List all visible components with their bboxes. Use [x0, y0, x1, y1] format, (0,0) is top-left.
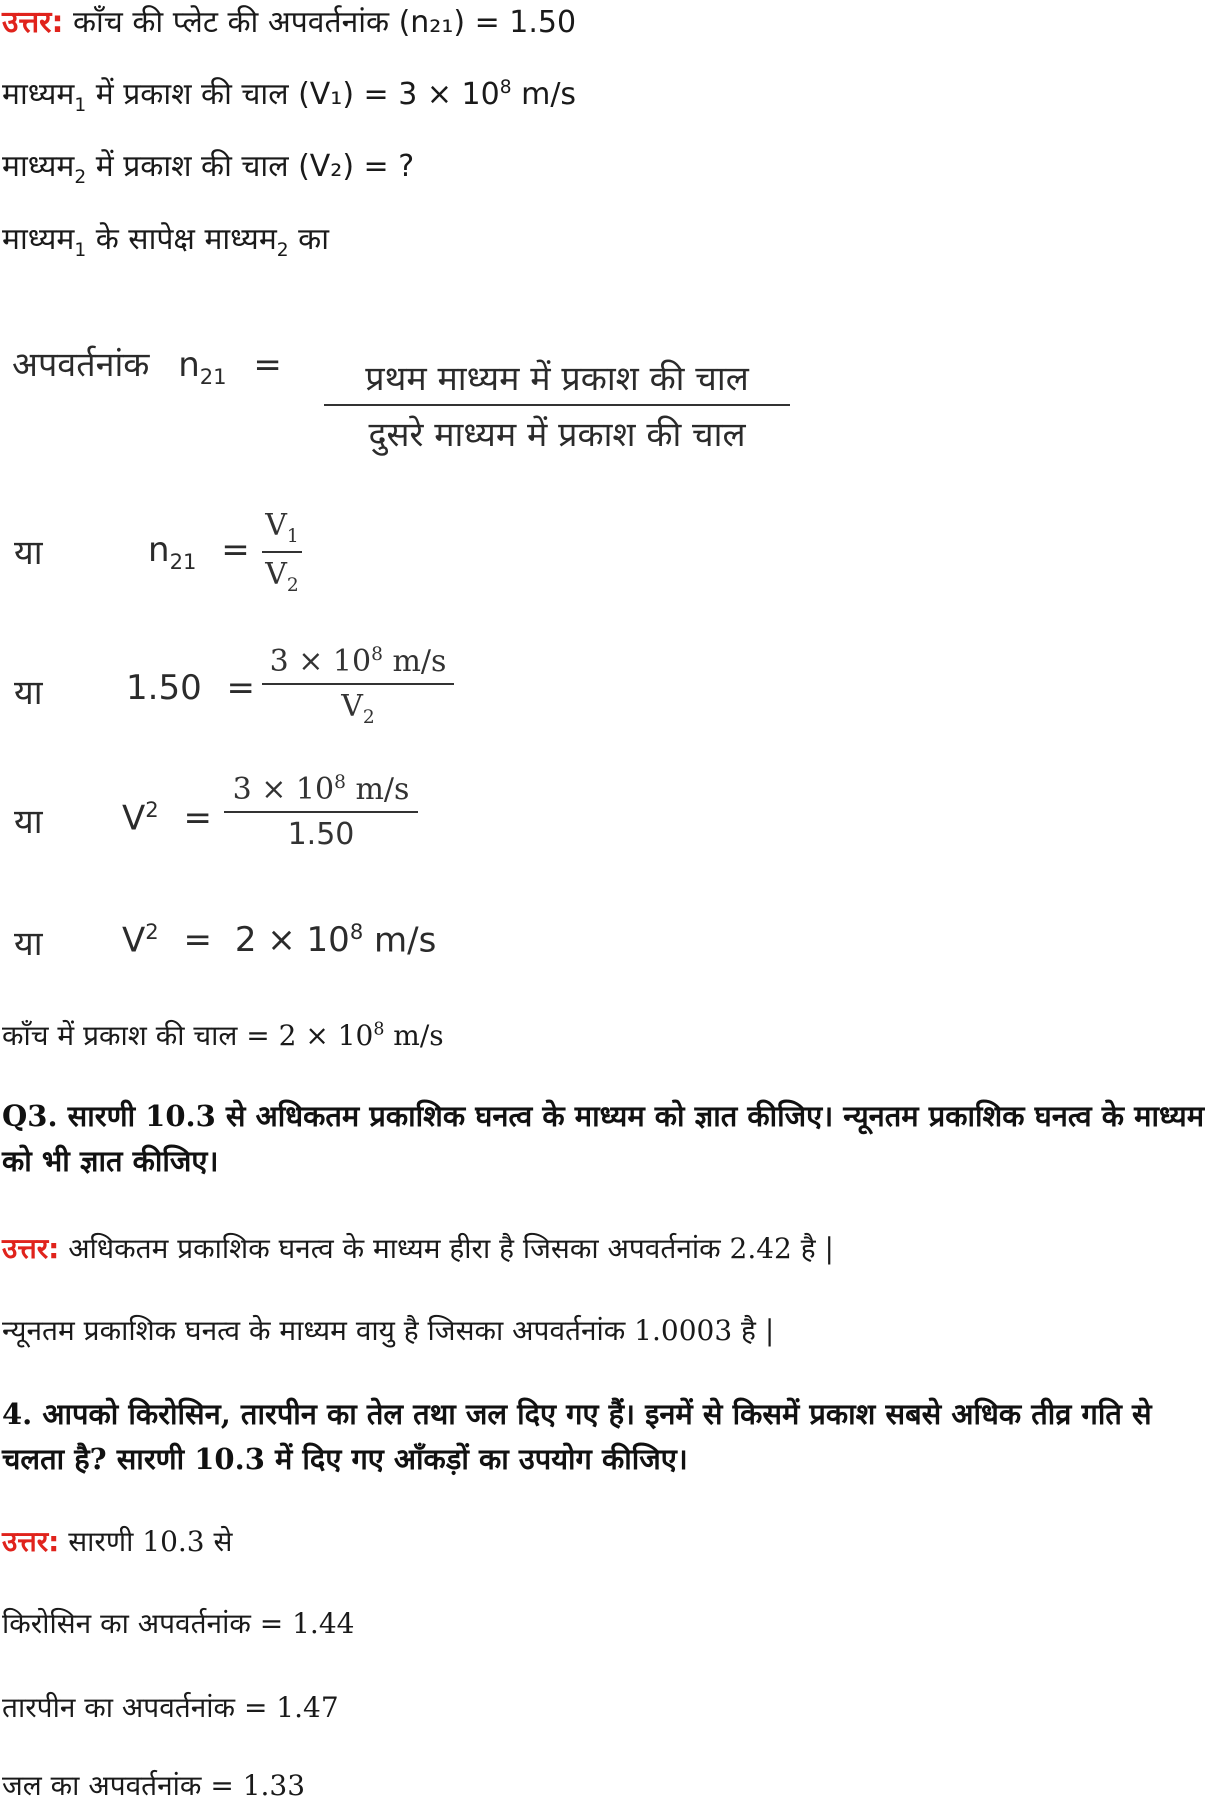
speed-medium-1-line: माध्यम$_1$ में प्रकाश की चाल $(V_1) = 3 \times 10^8$ m/s	[2, 77, 577, 116]
glass-speed-result: काँच में प्रकाश की चाल = $2 \times 10^8$ m/s	[2, 1019, 444, 1052]
equation-1-fraction	[324, 354, 790, 456]
equation-5-line: $V^2 = 2 \times 10^8$ m/s	[122, 919, 437, 961]
equation-3-lhs: 1.50 =	[126, 668, 256, 708]
q3-answer-2: न्यूनतम प्रकाशिक घनत्व के माध्यम वायु है जिसका अपवर्तनांक 1.0003 है |	[2, 1314, 775, 1347]
equation-3-ya: या	[14, 673, 43, 713]
q3-answer-1: उत्तर: अधिकतम प्रकाशिक घनत्व के माध्यम हीरा है जिसका अपवर्तनांक 2.42 है |	[2, 1232, 834, 1265]
equation-3-fraction: $3 \times 10^8$ m/s $V_2$	[262, 644, 454, 728]
equation-2-lhs: $n_{21}$ =	[148, 530, 250, 574]
equation-5-ya: या	[14, 924, 43, 964]
question-4: 4. आपको किरोसिन, तारपीन का तेल तथा जल दिए गए हैं। इनमें से किसमें प्रकाश सबसे अधिक तीव्र गति से चलता है? सारणी 10.3 में दिए गए आँकड़ों का उपयोग कीजिए।	[2, 1397, 1152, 1476]
turpentine-index: तारपीन का अपवर्तनांक = 1.47	[2, 1691, 339, 1724]
equation-4-fraction: $3 \times 10^8$ m/s 1.50	[224, 772, 418, 852]
kerosene-index: किरोसिन का अपवर्तनांक = 1.44	[2, 1607, 355, 1640]
fraction-bar	[324, 404, 790, 406]
equation-4-lhs: $V^2$ =	[122, 797, 212, 839]
equation-4-ya: या	[14, 802, 43, 842]
q4-answer-1: उत्तर: सारणी 10.3 से	[2, 1525, 233, 1558]
water-index: जल का अपवर्तनांक = 1.33	[2, 1769, 306, 1802]
answer-line-1	[2, 0, 576, 41]
plate-refractive-index: काँच की प्लेट की अपवर्तनांक (n₂₁) = 1.50	[72, 5, 577, 40]
equation-1-lhs: अपवर्तनांक $n_{21}$ =	[12, 345, 282, 389]
fraction-denominator: दुसरे माध्यम में प्रकाश की चाल	[368, 415, 746, 455]
equation-2-fraction: $V_1$ $V_2$	[262, 508, 302, 596]
relative-medium-line: माध्यम$_1$ के सापेक्ष माध्यम$_2$ का	[2, 222, 329, 261]
fraction-numerator: प्रथम माध्यम में प्रकाश की चाल	[365, 359, 749, 399]
equation-2-ya: या	[14, 533, 43, 573]
answer-label: उत्तर:	[2, 5, 64, 40]
speed-medium-2-line: माध्यम$_2$ में प्रकाश की चाल (V₂) = ?	[2, 149, 415, 188]
question-3: Q3. सारणी 10.3 से अधिकतम प्रकाशिक घनत्व के माध्यम को ज्ञात कीजिए। न्यूनतम प्रकाशिक घनत्व के माध्यम को भी ज्ञात कीजिए।	[2, 1099, 1205, 1178]
